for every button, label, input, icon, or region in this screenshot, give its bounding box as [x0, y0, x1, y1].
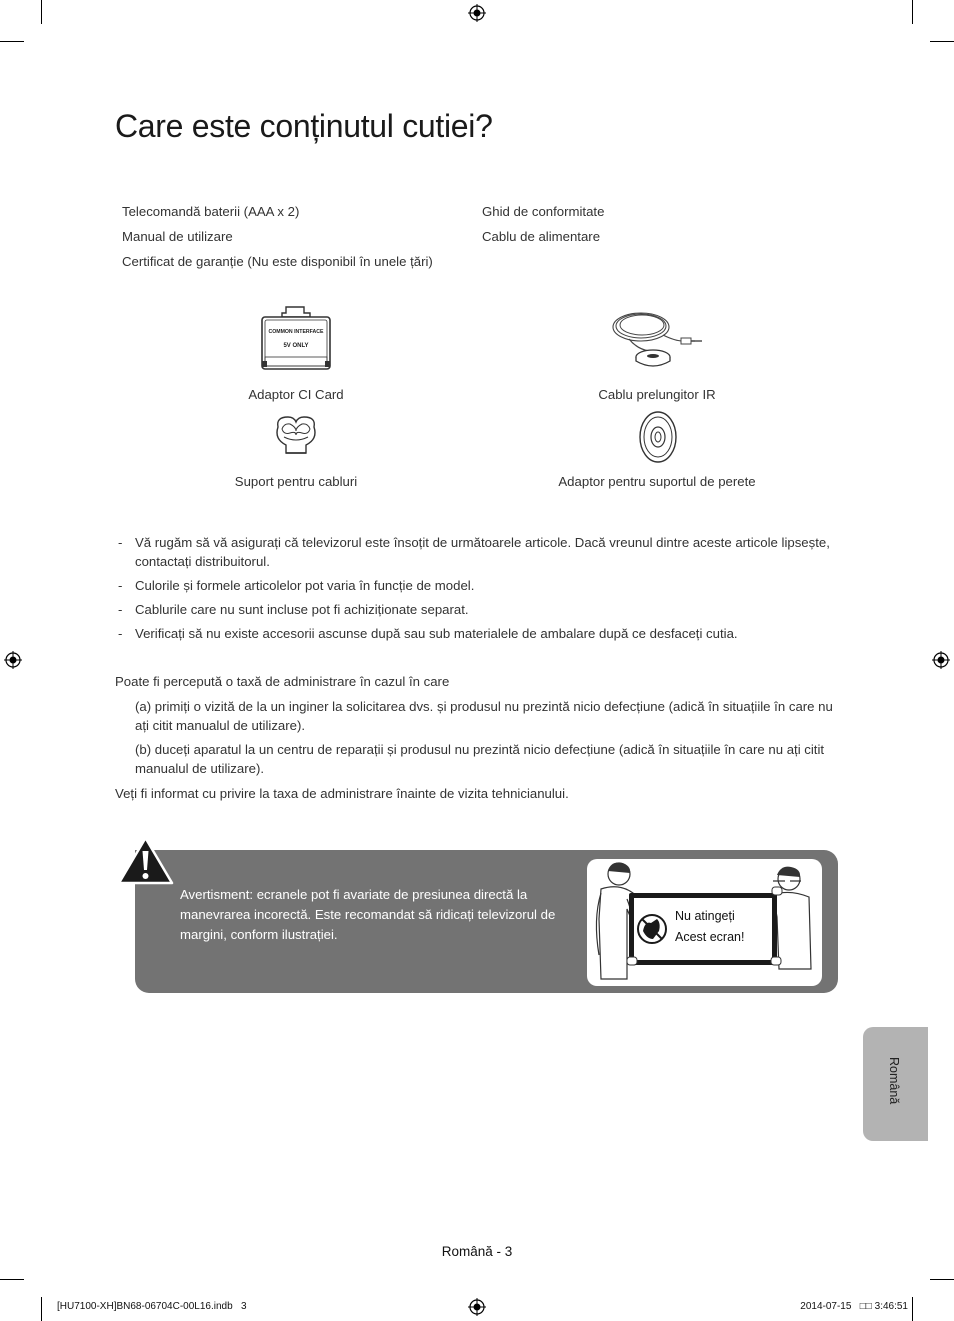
handling-illustration [587, 859, 822, 986]
list-item: Telecomandă baterii (AAA x 2) [122, 204, 300, 219]
language-tab-label: Română [887, 1057, 901, 1105]
crop-mark [912, 1297, 913, 1321]
accessory-label: Cablu prelungitor IR [598, 387, 716, 402]
list-item: - Culorile și formele articolelor pot varia în funcție de model. [118, 578, 475, 593]
list-item: - Cablurile care nu sunt incluse pot fi achiziționate separat. [118, 602, 469, 617]
crop-mark [41, 1297, 42, 1321]
warning-body: : ecranele pot fi avariate de presiunea directă la manevrarea incorectă. Este recomandat să ridicați televizorul de margini, conform ilustrației. [180, 887, 556, 942]
registration-mark-icon [468, 4, 486, 22]
sign-line: Acest ecran! [675, 930, 745, 944]
list-item: Cablu de alimentare [482, 229, 601, 244]
registration-mark-icon [468, 1298, 486, 1316]
fee-outro: Veți fi informat cu privire la taxa de administrare înainte de vizita tehnicianului. [115, 786, 569, 801]
notes-list [118, 533, 838, 648]
crop-mark [930, 41, 954, 42]
page-number: Română - 3 [441, 1244, 513, 1259]
crop-mark [912, 0, 913, 24]
accessory-label: Adaptor pentru suportul de perete [558, 474, 756, 489]
fee-intro: Poate fi percepută o taxă de administrare în cazul în care [115, 674, 450, 689]
crop-mark [930, 1279, 954, 1280]
crop-mark [0, 1279, 24, 1280]
list-item: Ghid de conformitate [482, 204, 605, 219]
list-item: - Vă rugăm să vă asigurați că televizorul este însoțit de următoarele articole. Dacă vreunul dintre aceste articole lipsește, contactați distribuitorul. [118, 535, 830, 569]
note-text: Cablurile care nu sunt incluse pot fi achiziționate separat. [135, 602, 469, 617]
registration-mark-icon [932, 651, 950, 669]
warning-text [180, 885, 565, 945]
ci-card-text: 5V ONLY [283, 343, 309, 349]
file-slug: [HU7100-XH]BN68-06704C-00L16.indb 3 [57, 1301, 247, 1312]
timestamp-slug: 2014-07-15 □□ 3:46:51 [800, 1301, 908, 1312]
accessory-label: Suport pentru cabluri [234, 474, 358, 489]
wall-mount-adapter-icon [636, 410, 680, 464]
ci-card-adapter-icon [258, 305, 334, 373]
list-item: - Verificați să nu existe accesorii ascunse după sau sub materialele de ambalare după ce desfaceți cutia. [118, 626, 738, 641]
list-item: Certificat de garanție (Nu este disponibil în unele țări) [122, 254, 433, 269]
fee-case-b: (b) duceți aparatul la un centru de reparații și produsul nu prezintă nicio defecțiune (adică în situațiile în care nu ați citit manualul de utilizare). [135, 742, 825, 776]
crop-mark [0, 41, 24, 42]
page-title: Care este conținutul cutiei? [115, 108, 493, 144]
ir-extension-cable-icon [605, 305, 705, 377]
accessory-label: Adaptor CI Card [248, 387, 344, 402]
crop-mark [41, 0, 42, 24]
cable-holder-icon [272, 413, 320, 459]
sign-line: Nu atingeți [675, 909, 735, 923]
note-text: Vă rugăm să vă asigurați că televizorul este însoțit de următoarele articole. Dacă vreunul dintre aceste articole lipsește, contactați distribuitorul. [135, 535, 830, 569]
warning-triangle-icon [117, 836, 174, 886]
language-tab [863, 1027, 928, 1141]
warning-label: Avertisment [180, 887, 250, 902]
note-text: Culorile și formele articolelor pot varia în funcție de model. [135, 578, 475, 593]
note-text: Verificați să nu existe accesorii ascunse după sau sub materialele de ambalare după ce desfaceți cutia. [135, 626, 738, 641]
list-item: Manual de utilizare [122, 229, 233, 244]
registration-mark-icon [4, 651, 22, 669]
ci-card-text: COMMON INTERFACE [268, 329, 324, 335]
fee-case-a: (a) primiți o vizită de la un inginer la solicitarea dvs. și produsul nu prezintă nicio defecțiune (adică în situațiile în care nu ați citit manualul de utilizare). [135, 699, 833, 733]
